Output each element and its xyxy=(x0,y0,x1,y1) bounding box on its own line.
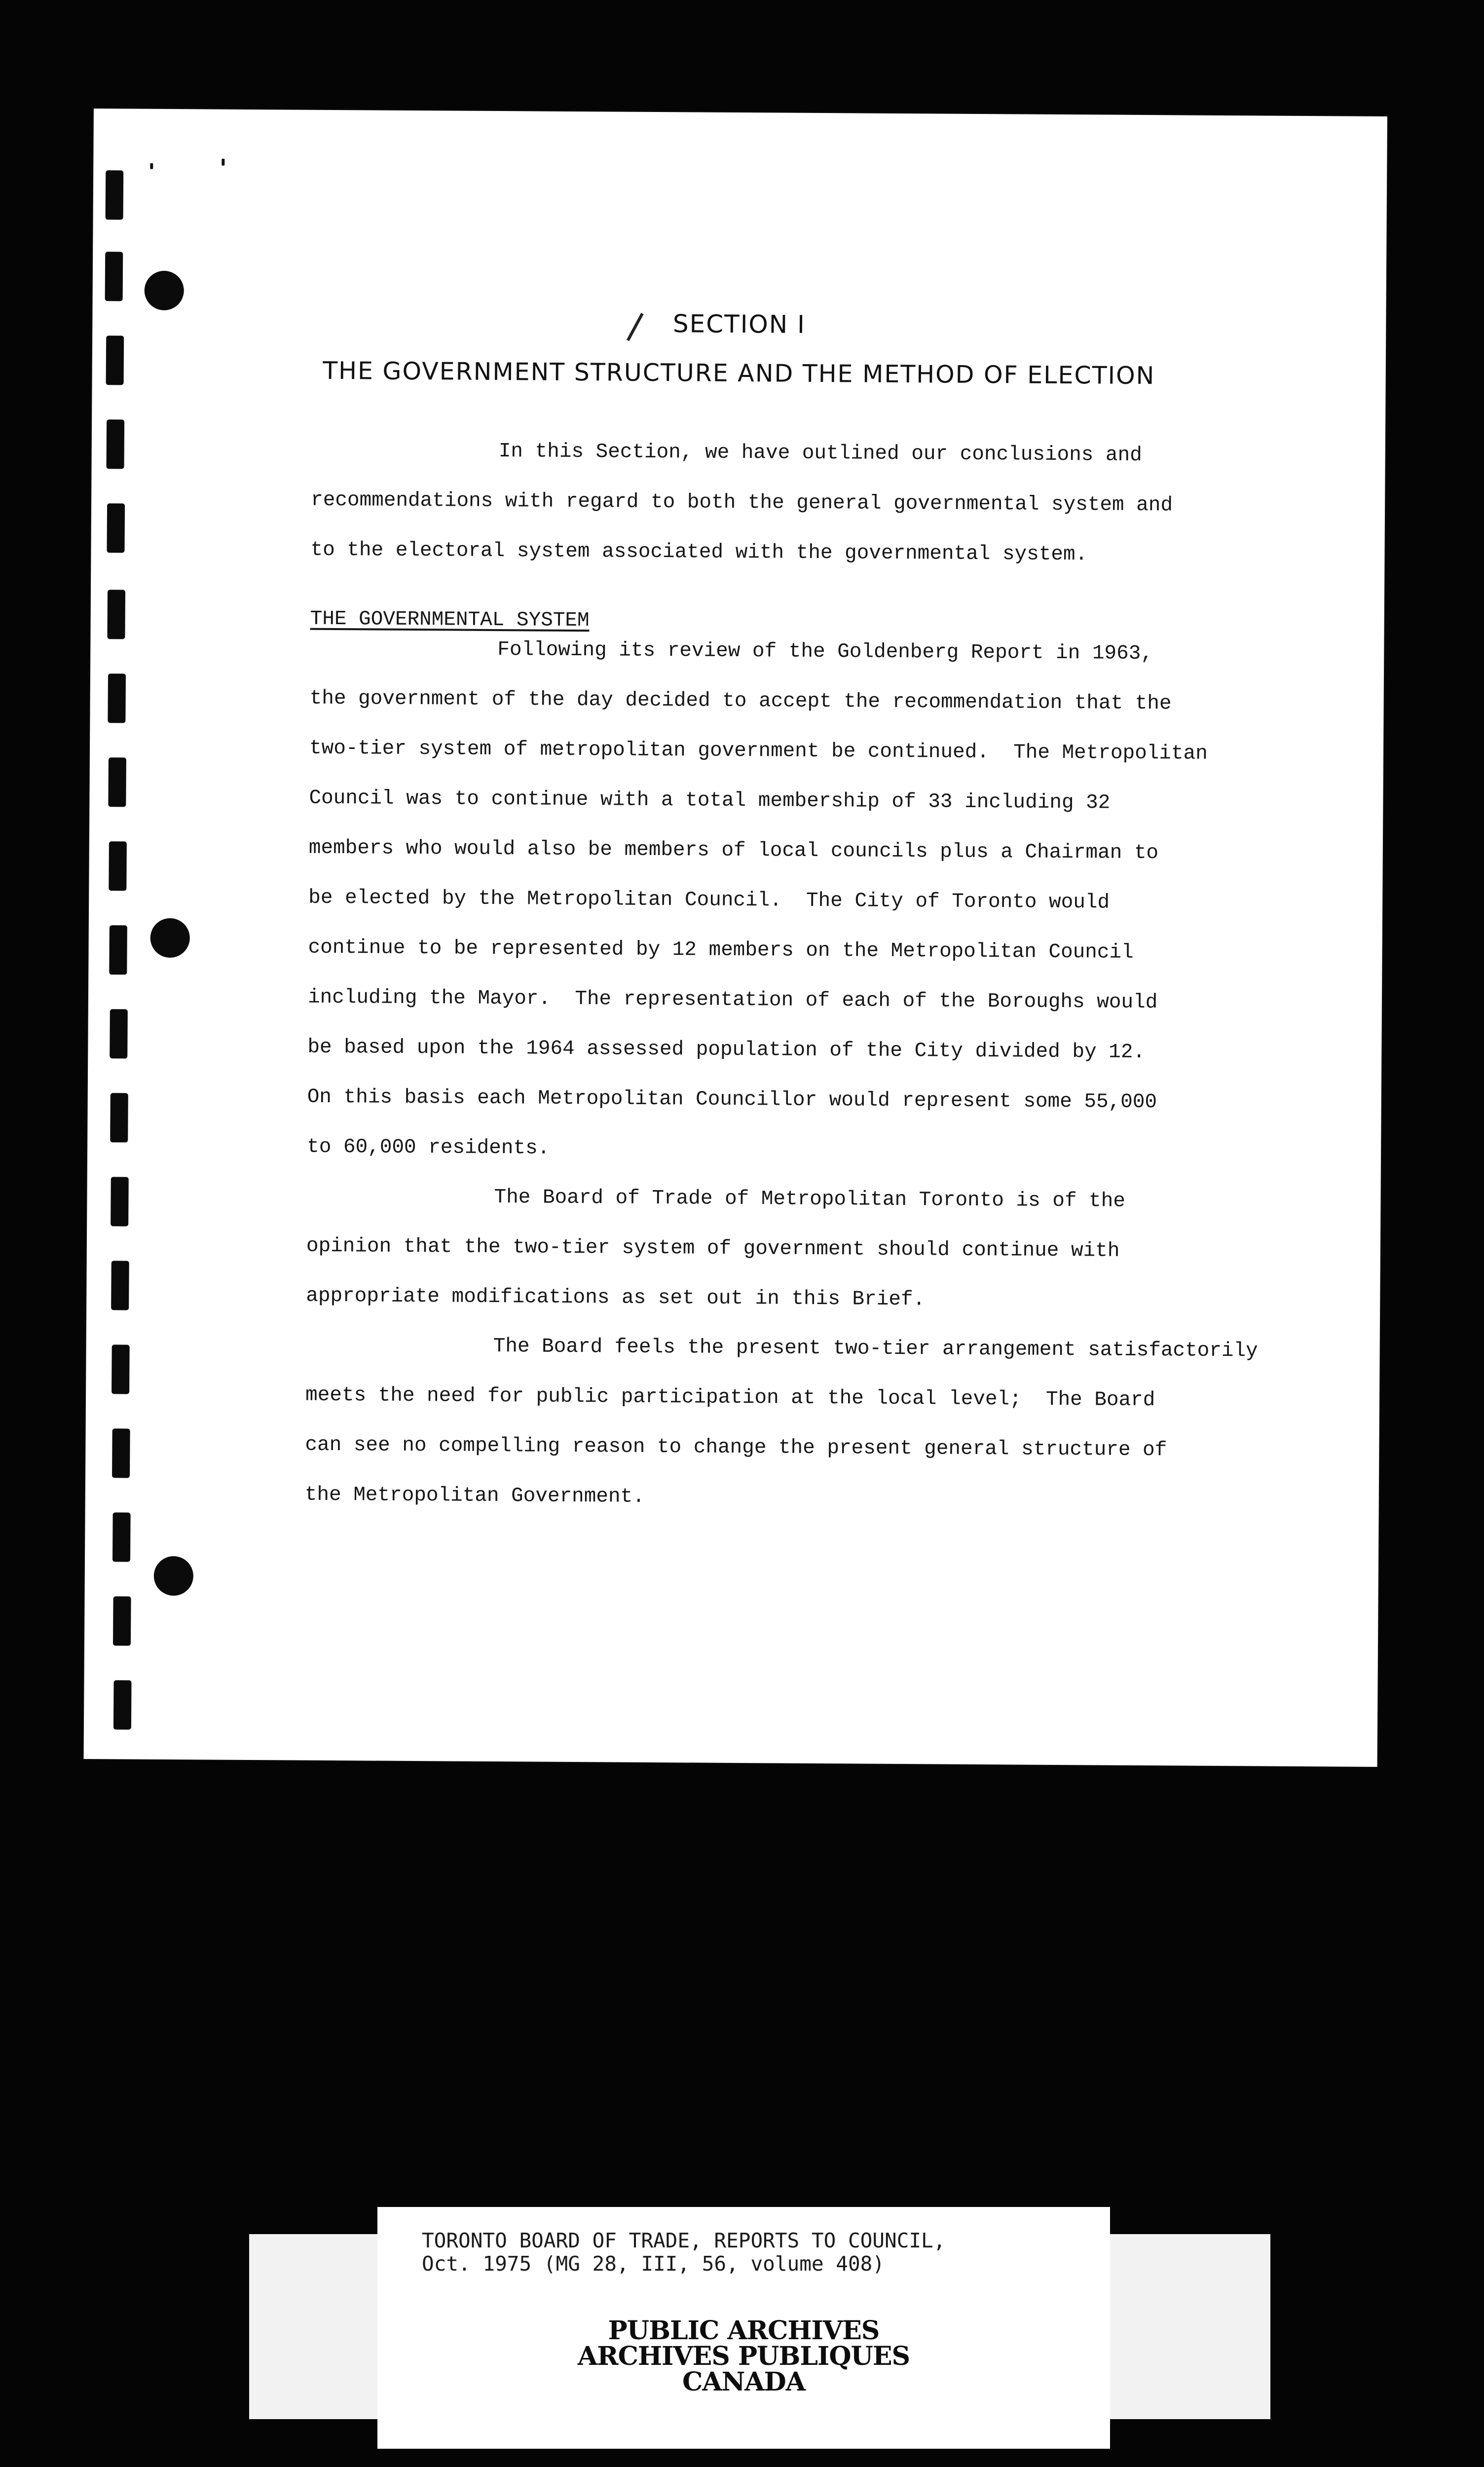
text-line: to 60,000 residents. xyxy=(307,1135,550,1160)
text-line: to the electoral system associated with the governmental system. xyxy=(310,538,1088,566)
text-line: recommendations with regard to both the general governmental system and xyxy=(311,488,1173,517)
reference-line: Oct. 1975 (MG 28, III, 56, volume 408) xyxy=(422,2252,885,2276)
speck-mark xyxy=(222,159,224,166)
perforation-mark xyxy=(107,590,125,639)
paragraph-board-feels xyxy=(305,1321,1317,1527)
section-number: SECTION I xyxy=(672,309,806,339)
perforation-mark xyxy=(112,1428,130,1478)
text-line: meets the need for public participation at the local level; The Board xyxy=(305,1383,1155,1412)
archive-label xyxy=(377,2207,1110,2449)
stamp-line: CANADA xyxy=(682,2367,806,2397)
text-line: appropriate modifications as set out in this Brief. xyxy=(306,1284,926,1311)
perforation-mark xyxy=(111,1177,129,1226)
intro-paragraph xyxy=(310,426,1323,582)
text-line: can see no compelling reason to change the present general structure of xyxy=(305,1433,1167,1462)
speck-mark xyxy=(150,163,153,169)
binder-hole xyxy=(145,271,184,310)
text-line: opinion that the two-tier system of government should continue with xyxy=(306,1234,1120,1263)
paragraph-goldenberg-review xyxy=(307,624,1322,1179)
text-line: members who would also be members of local councils plus a Chairman to xyxy=(308,836,1159,865)
section-title: THE GOVERNMENT STRUCTURE AND THE METHOD OF ELECTION xyxy=(323,356,1155,390)
perforation-mark xyxy=(109,841,127,891)
reference-line: TORONTO BOARD OF TRADE, REPORTS TO COUNCIL, xyxy=(422,2229,946,2252)
text-line: be elected by the Metropolitan Council. The City of Toronto would xyxy=(308,886,1110,914)
archive-reference xyxy=(422,2229,945,2276)
text-line: Council was to continue with a total membership of 33 including 32 xyxy=(309,786,1111,815)
text-line: the government of the day decided to accept the recommendation that the xyxy=(309,687,1172,715)
document-page xyxy=(84,109,1387,1767)
paragraph-board-opinion xyxy=(306,1172,1318,1328)
perforation-mark xyxy=(105,252,123,301)
binder-hole xyxy=(154,1556,193,1596)
perforation-mark xyxy=(106,170,124,220)
text-line: The Board of Trade of Metropolitan Toronto is of the xyxy=(494,1186,1126,1213)
perforation-mark xyxy=(110,1009,128,1058)
perforation-mark xyxy=(113,1680,132,1729)
text-line: continue to be represented by 12 members on the Metropolitan Council xyxy=(308,936,1134,964)
text-line: On this basis each Metropolitan Councillor would represent some 55,000 xyxy=(307,1085,1157,1114)
text-line: The Board feels the present two-tier arrangement satisfactorily xyxy=(493,1335,1258,1363)
perforation-mark xyxy=(111,1261,129,1310)
perforation-mark xyxy=(107,503,125,553)
text-line: In this Section, we have outlined our conclusions and xyxy=(498,440,1142,467)
perforation-mark xyxy=(108,757,126,807)
archive-stamp xyxy=(377,2318,1110,2395)
binder-hole xyxy=(150,918,189,958)
subheading-governmental-system: THE GOVERNMENTAL SYSTEM xyxy=(310,607,590,633)
perforation-mark xyxy=(112,1512,131,1562)
perforation-mark xyxy=(111,1345,130,1394)
perforation-mark xyxy=(109,925,127,974)
text-line: Following its review of the Goldenberg Report in 1963, xyxy=(497,638,1153,666)
perforation-mark xyxy=(107,419,125,469)
text-line: two-tier system of metropolitan government be continued. The Metropolitan xyxy=(309,737,1208,765)
stamp-line: ARCHIVES PUBLIQUES xyxy=(577,2341,910,2371)
perforation-mark xyxy=(113,1596,131,1645)
text-line: be based upon the 1964 assessed population of the City divided by 12. xyxy=(307,1036,1146,1064)
stamp-line: PUBLIC ARCHIVES xyxy=(608,2316,880,2346)
perforation-mark xyxy=(110,1093,128,1142)
perforation-mark xyxy=(108,673,126,723)
text-line: including the Mayor. The representation of each of the Boroughs would xyxy=(307,986,1158,1014)
text-line: the Metropolitan Government. xyxy=(304,1483,645,1508)
